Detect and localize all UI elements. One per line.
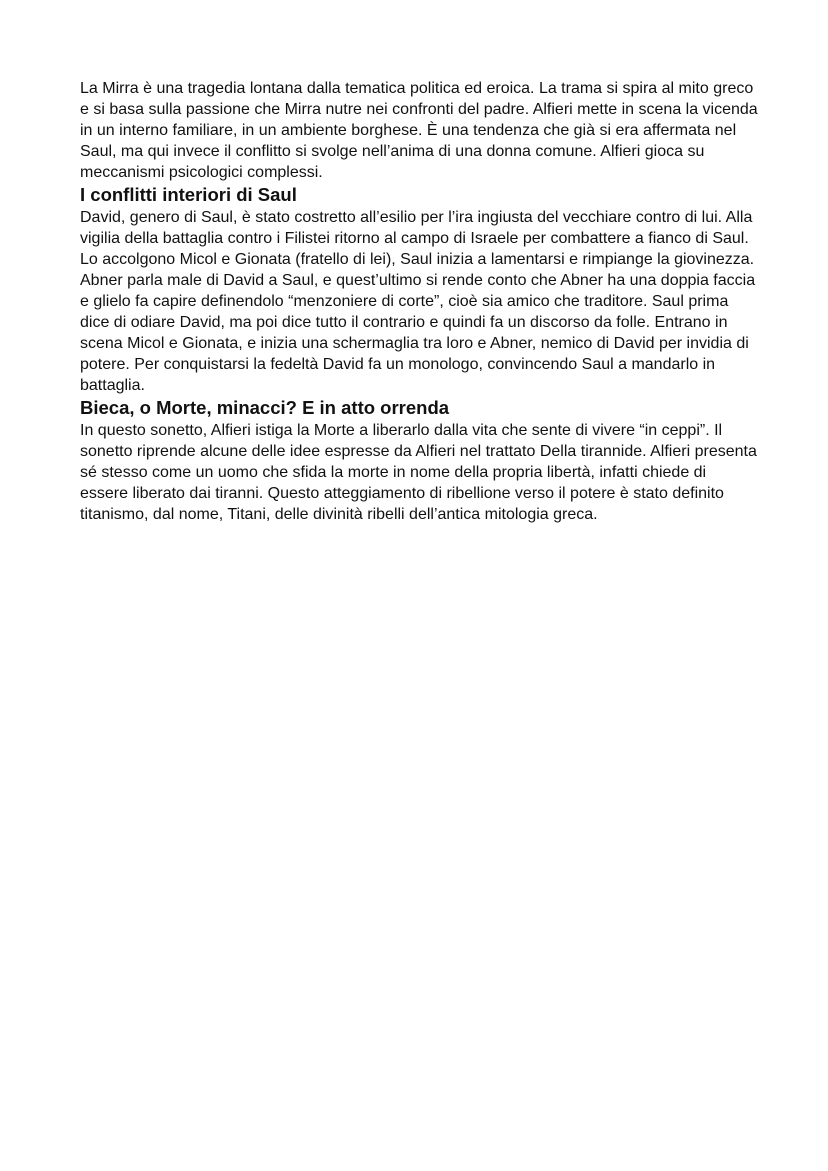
- document-page: [80, 78, 758, 525]
- section-heading-saul: I conflitti interiori di Saul: [80, 184, 297, 205]
- section-heading-sonetto: Bieca, o Morte, minacci? E in atto orrenda: [80, 397, 450, 418]
- section-body-sonetto: In questo sonetto, Alfieri istiga la Morte a liberarlo dalla vita che sente di vivere “in ceppi”. Il sonetto riprende alcune delle idee espresse da Alfieri nel trattato Della tirannide. Alfieri presenta sé stesso come un uomo che sfida la morte in nome della propria libertà, infatti chiede di essere liberato dai tiranni. Questo atteggiamento di ribellione verso il potere è stato definito titanismo, dal nome, Titani, delle divinità ribelli dell’antica mitologia greca.: [80, 422, 757, 523]
- section-body-saul: David, genero di Saul, è stato costretto all’esilio per l’ira ingiusta del vecchiare contro di lui. Alla vigilia della battaglia contro i Filistei ritorno al campo di Israele per combattere a fianco di Saul. Lo accolgono Micol e Gionata (fratello di lei), Saul inizia a lamentarsi e rimpiange la giovinezza. Abner parla male di David a Saul, e quest’ultimo si rende conto che Abner ha una doppia faccia e glielo fa capire definendolo “menzoniere di corte”, cioè sia amico che traditore. Saul prima dice di odiare David, ma poi dice tutto il contrario e quindi fa un discorso da folle. Entrano in scena Micol e Gionata, e inizia una schermaglia tra loro e Abner, nemico di David per invidia di potere. Per conquistarsi la fedeltà David fa un monologo, convincendo Saul a mandarlo in battaglia.: [80, 209, 756, 394]
- intro-paragraph: La Mirra è una tragedia lontana dalla tematica politica ed eroica. La trama si spira al mito greco e si basa sulla passione che Mirra nutre nei confronti del padre. Alfieri mette in scena la vicenda in un interno familiare, in un ambiente borghese. È una tendenza che già si era affermata nel Saul, ma qui invece il conflitto si svolge nell’anima di una donna comune. Alfieri gioca su meccanismi psicologici complessi.: [80, 80, 758, 181]
